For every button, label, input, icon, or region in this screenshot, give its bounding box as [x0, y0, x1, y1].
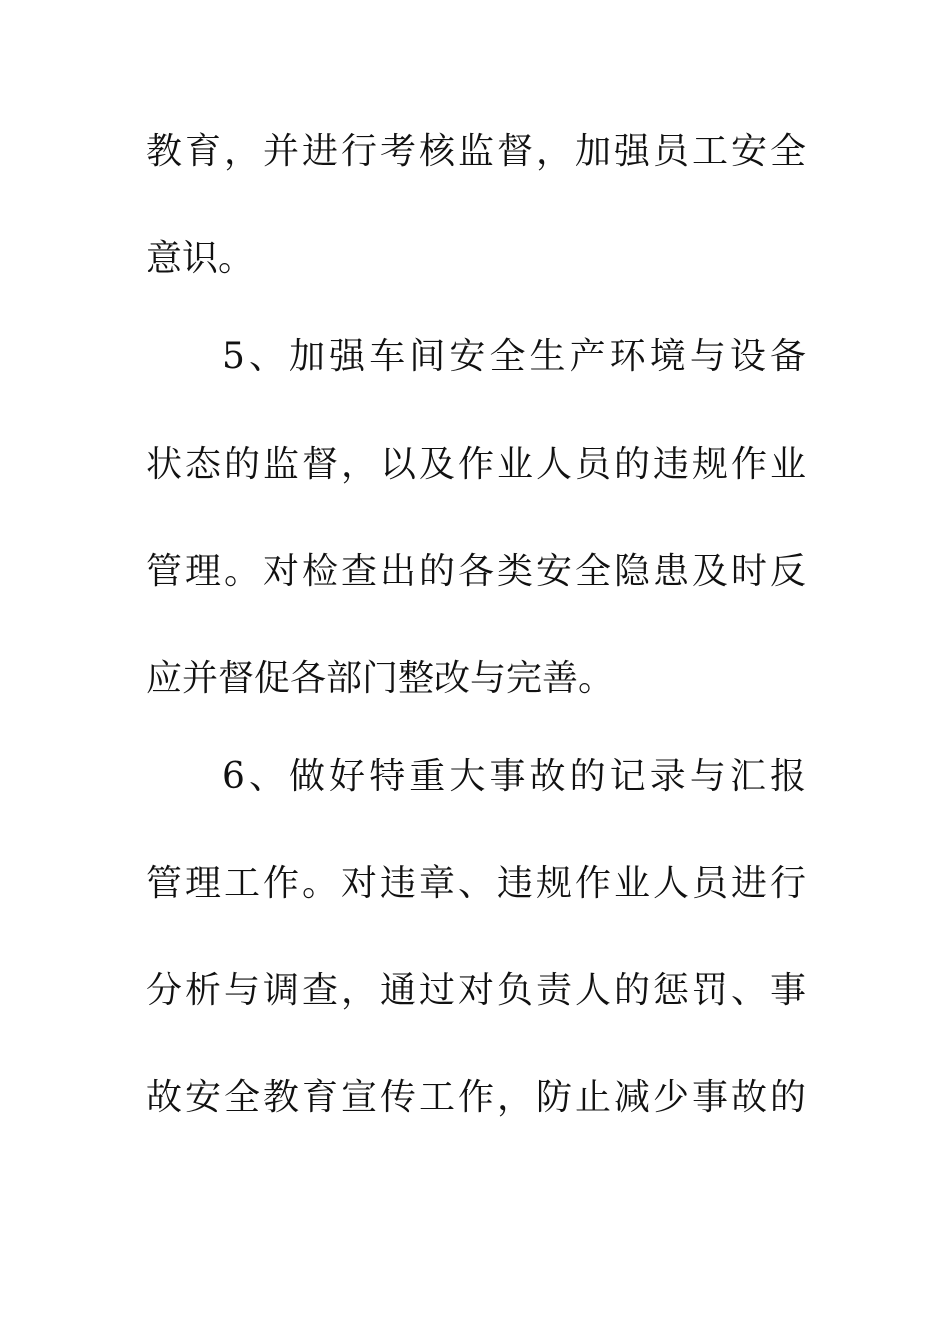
text-line-8: 管理工作。对违章、违规作业人员进行 — [146, 863, 806, 904]
text-line-2: 意识。 — [146, 238, 255, 279]
text-line-6: 应并督促各部门整改与完善。 — [146, 658, 615, 699]
text-line-1: 教育，并进行考核监督，加强员工安全 — [146, 131, 806, 172]
text-line-9: 分析与调查，通过对负责人的惩罚、事 — [146, 970, 806, 1011]
text-line-3: 5、加强车间安全生产环境与设备 — [222, 336, 806, 377]
text-line-4: 状态的监督，以及作业人员的违规作业 — [146, 444, 806, 485]
text-line-10: 故安全教育宣传工作，防止减少事故的 — [146, 1077, 806, 1118]
text-line-5: 管理。对检查出的各类安全隐患及时反 — [146, 551, 806, 592]
text-line-7: 6、做好特重大事故的记录与汇报 — [222, 756, 806, 797]
